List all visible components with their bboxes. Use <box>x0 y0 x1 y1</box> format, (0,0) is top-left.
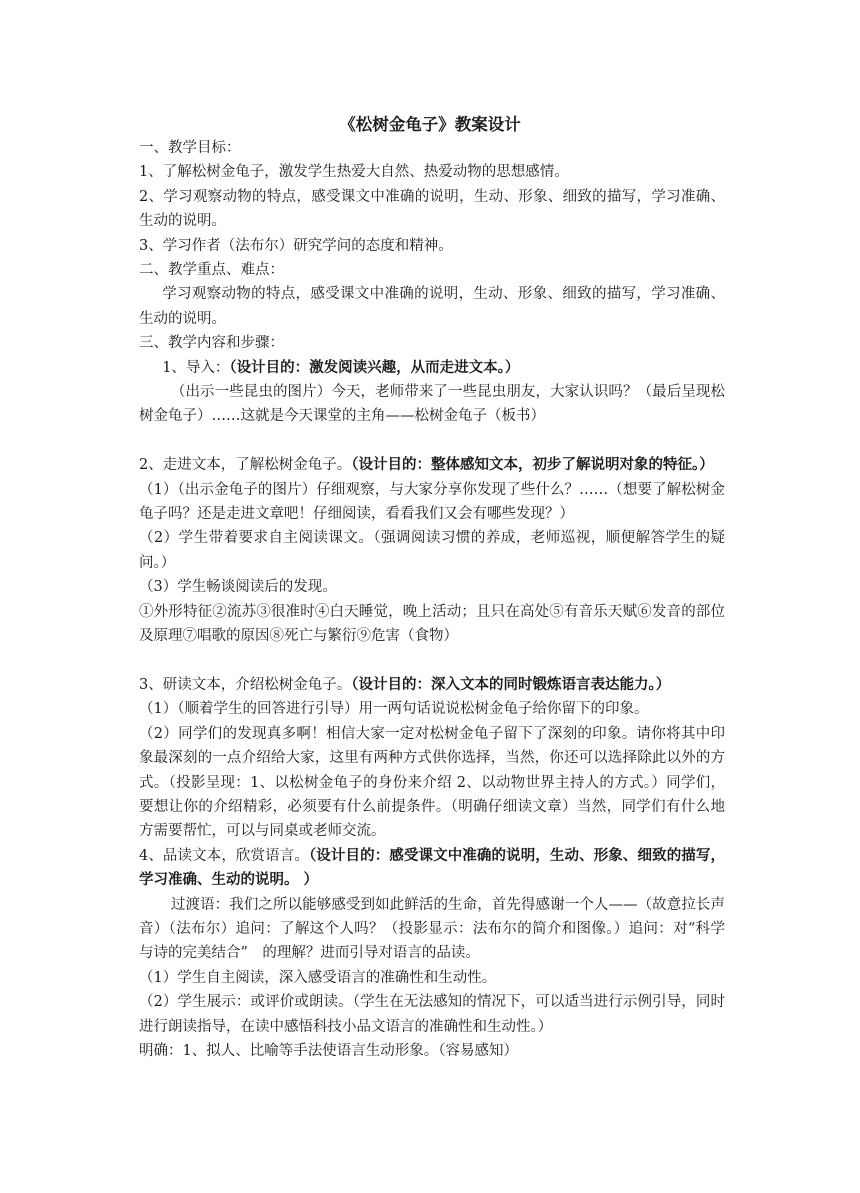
step3-item: （1）（顺着学生的回答进行引导）用一两句话说说松树金龟子给你留下的印象。 <box>139 701 649 718</box>
step1-text: （出示一些昆虫的图片）今天，老师带来了一些昆虫朋友，大家认识吗？（最后呈现松树金龟子）……这就是今天课堂的主角——松树金龟子（板书） <box>139 384 725 425</box>
section-heading-objectives: 一、教学目标： <box>139 140 241 156</box>
step2-lead: 2、走进文本，了解松树金龟子。 <box>139 457 352 474</box>
step3-purpose: （设计目的：深入文本的同时锻炼语言表达能力。） <box>351 675 671 693</box>
step3-item: （2）同学们的发现真多啊！相信大家一定对松树金龟子留下了深刻的印象。请你将其中印象最深刻的一点介绍给大家，这里有两种方式供你选择，当然，你还可以选择除此以外的方式。（投影呈现：1、以松树金龟子的身份来介绍 2、以动物世界主持人的方式。）同学们，要想让你的介绍精彩，必须要有什么前提条件。（明确仔细读文章）当然，同学们有什么地方需要帮忙，可以与同桌或老师交流。 <box>139 725 725 840</box>
step2-item: （1）（出示金龟子的图片）仔细观察，与大家分享你发现了些什么？……（想要了解松树金龟子吗？还是走进文章吧！仔细阅读，看看我们又会有哪些发现？） <box>139 481 725 523</box>
step2-item: （3）学生畅谈阅读后的发现。 <box>139 579 337 596</box>
step2-purpose: （设计目的：整体感知文本，初步了解说明对象的特征。） <box>351 456 714 474</box>
step4-item: （2）学生展示：或评价或朗读。（学生在无法感知的情况下，可以适当进行示例引导，同时进行朗读指导，在读中感悟科技小品文语言的准确性和生动性。） <box>139 994 725 1035</box>
blank-line <box>139 429 725 453</box>
step4-lead: 4、品读文本，欣赏语言。 <box>139 847 309 864</box>
step4-conclusion: 明确：1、拟人、比喻等手法使语言生动形象。（容易感知） <box>139 1043 518 1059</box>
key-points-text: 学习观察动物的特点，感受课文中准确的说明，生动、形象、细致的描写，学习准确、生动的说明。 <box>139 286 725 327</box>
document-title: 《松树金龟子》教案设计 <box>339 115 521 134</box>
section-heading-steps: 三、教学内容和步骤： <box>139 335 284 352</box>
objective-item: 2、学习观察动物的特点，感受课文中准确的说明，生动、形象、细致的描写，学习准确、生动的说明。 <box>139 188 725 230</box>
step2-item: （2）学生带着要求自主阅读课文。（强调阅读习惯的养成，老师巡视，顺便解答学生的疑问。） <box>139 530 725 571</box>
blank-line <box>139 649 725 673</box>
step4-heading <box>139 844 725 893</box>
step4-purpose: （设计目的：感受课文中准确的说明，生动、形象、细致的描写，学习准确、生动的说明。 ） <box>139 846 725 889</box>
step2-findings-list: ①外形特征②流苏③很准时④白天睡觉，晚上活动；且只在高处⑤有音乐天赋⑥发音的部位及原理⑦唱歌的原因⑧死亡与繁衍⑨危害（食物） <box>139 603 725 645</box>
step1-purpose: （设计目的：激发阅读兴趣，从而走进文本。） <box>229 358 520 376</box>
step4-item: （1）学生自主阅读，深入感受语言的准确性和生动性。 <box>139 969 497 986</box>
step4-transition: 过渡语：我们之所以能够感受到如此鲜活的生命，首先得感谢一个人——（故意拉长声音）（法布尔）追问：了解这个人吗？（投影显示：法布尔的简介和图像。）追问：对“科学与诗的完美结合” 的理解？进而引导对语言的品读。 <box>139 896 725 962</box>
step3-heading <box>139 673 725 697</box>
document-body <box>139 136 725 1063</box>
step3-lead: 3、研读文本，介绍松树金龟子。 <box>139 676 352 693</box>
section-heading-key-points: 二、教学重点、难点： <box>139 262 284 279</box>
step2-heading <box>139 453 725 477</box>
step1-lead: 1、导入： <box>162 359 230 376</box>
objective-item: 3、学习作者（法布尔）研究学问的态度和精神。 <box>139 237 453 254</box>
step1-heading <box>139 356 725 380</box>
objective-item: 1、了解松树金龟子，激发学生热爱大自然、热爱动物的思想感情。 <box>139 164 569 181</box>
